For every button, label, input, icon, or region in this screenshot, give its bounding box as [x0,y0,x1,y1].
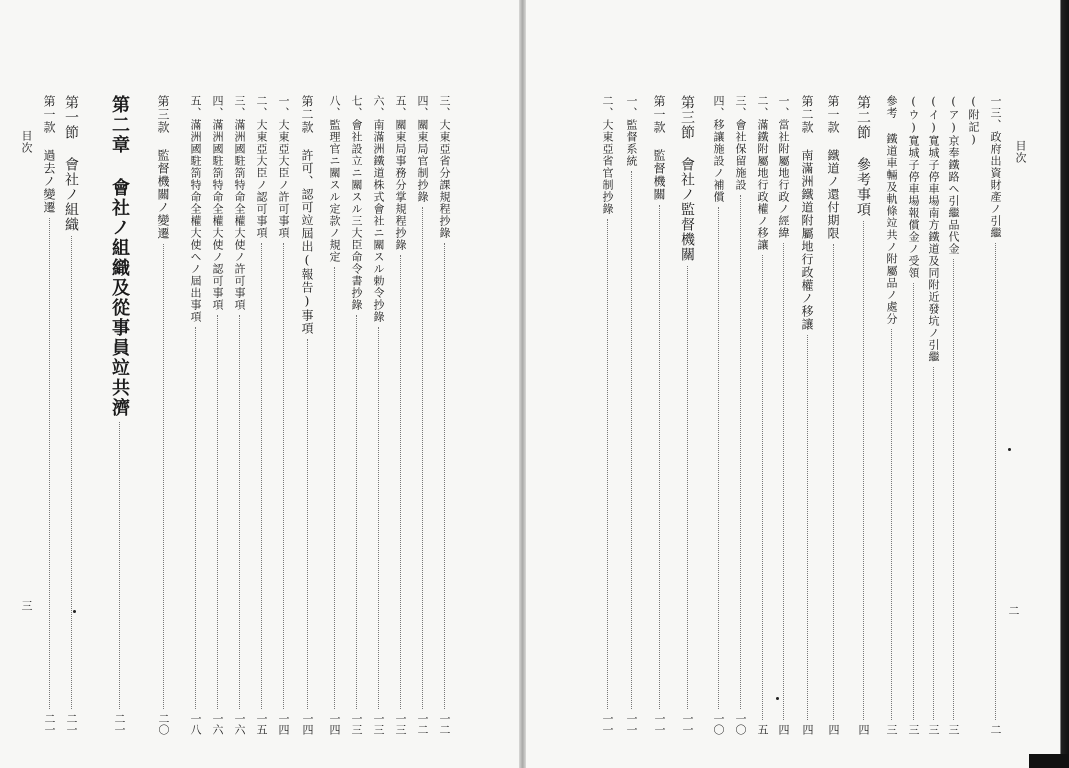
toc-entry-label: 第三節 會社ノ監督機關 [679,95,695,262]
dot-leader [49,218,50,709]
toc-entry [596,95,618,735]
dot-leader [261,243,262,709]
dot-leader [283,243,284,709]
toc-entry-label: 三、滿洲國駐箚特命全權大使ノ許可事項 [233,95,246,311]
toc-entry-label: 六、南滿洲鐵道株式會社ニ關スル勅令抄錄 [372,95,385,323]
toc-entry-page: 一四 [277,713,290,735]
dot-leader [833,244,834,720]
dot-leader [119,422,120,709]
dot-leader [762,255,763,720]
toc-entry-label: 第一節 會社ノ組織 [63,95,79,232]
page-corner-shadow [1029,754,1069,768]
toc-entry-page: 一一 [601,713,614,735]
toc-entry-label: (ウ)寬城子停車場報償金ノ受領 [907,95,920,279]
toc-entry-label: (ア)京奉鐵路ヘ引繼品代金 [947,95,960,255]
toc-entry-chapter [106,95,132,735]
toc-entry-clause [796,95,818,735]
toc-entry-label: 二、滿鐵附屬地行政權ノ移讓 [756,95,769,251]
toc-entry-page: 二 [989,724,1002,735]
toc-entry-page: 四 [777,724,790,735]
dot-leader [217,315,218,709]
toc-entry-label: 一、監督系統 [625,95,638,167]
toc-entry-page: 一三 [372,713,385,735]
toc-entry-page: 一〇 [734,713,747,735]
dot-leader [444,243,445,709]
dot-leader [740,195,741,709]
toc-entry-label: 三、會社保留施設 [734,95,747,191]
toc-entry-page: 二一 [65,713,78,735]
toc-entry-page: 一一 [625,713,638,735]
toc-entry-label: 五、滿洲國駐箚特命全權大使ヘノ屆出事項 [189,95,202,323]
toc-entry-clause [296,95,318,735]
dot-leader [356,315,357,709]
toc-entry-page: 一一 [653,713,666,735]
toc-entry [620,95,642,735]
dot-leader [687,266,688,709]
right-page-header: 目次 [1014,140,1027,164]
toc-entry-page: 一五 [255,713,268,735]
dot-leader [659,205,660,709]
toc-entry-label: 三、大東亞省分課規程抄錄 [438,95,451,239]
toc-entry [922,95,944,735]
toc-entry-page: 一四 [301,713,314,735]
toc-entry-label: (イ)寬城子停車場南方鐵道及同附近發坑ノ引繼 [927,95,940,363]
toc-entry-page: 一二 [416,713,429,735]
dot-leader [933,367,934,720]
toc-entry [433,95,455,735]
toc-entry [206,95,228,735]
toc-entry-label: 一三、政府出資財產ノ引繼 [989,95,1002,239]
toc-entry-page: 二一 [43,713,56,735]
dot-leader [953,259,954,720]
toc-entry-label: 四、關東局官制抄錄 [416,95,429,203]
toc-entry-page: 二〇 [157,713,170,735]
dot-leader [718,207,719,709]
toc-entry-label: 二、大東亞省官制抄錄 [601,95,614,215]
dot-leader [607,219,608,709]
dot-leader [807,335,808,720]
toc-entry-page: 三 [927,724,940,735]
toc-entry-page: 一一 [681,713,694,735]
toc-entry [389,95,411,735]
toc-entry-label: 第二節 參考事項 [855,95,871,217]
toc-entry [411,95,433,735]
dot-leader [783,243,784,720]
toc-entry [228,95,250,735]
dot-leader [995,243,996,720]
toc-entry [751,95,773,735]
dot-leader [239,315,240,709]
toc-entry [707,95,729,735]
dot-leader [400,255,401,709]
toc-entry [367,95,389,735]
scan-speck [73,610,76,613]
toc-entry-page: 四 [801,724,814,735]
dot-leader [422,207,423,709]
toc-entry-label: 第一款 監督機關 [652,95,666,201]
toc-entry-page: 一三 [394,713,407,735]
toc-entry-label: 第二款 南滿洲鐵道附屬地行政權ノ移讓 [800,95,814,331]
dot-leader [71,236,72,709]
toc-entry-page: 二一 [113,713,126,735]
toc-entry [729,95,751,735]
toc-entry [902,95,924,735]
toc-entry-section [852,95,874,735]
dot-leader [631,171,632,709]
toc-entry [184,95,206,735]
toc-entry-page: 三 [907,724,920,735]
toc-entry [323,95,345,735]
toc-entry-page: 一六 [211,713,224,735]
toc-entry [272,95,294,735]
toc-entry-label: 二、大東亞大臣ノ認可事項 [255,95,268,239]
toc-entry-label: 一、當社附屬地行政ノ經緯 [777,95,790,239]
toc-entry [345,95,367,735]
toc-entry-section [676,95,698,735]
toc-entry-page: 一四 [328,713,341,735]
toc-entry-label: 四、移讓施設ノ補償 [712,95,725,203]
page-edge-shadow [1047,0,1069,768]
toc-entry-label: (附記) [967,95,980,147]
toc-entry-clause [648,95,670,735]
toc-entry [250,95,272,735]
toc-entry-section [60,95,82,735]
toc-entry-page: 三 [947,724,960,735]
dot-leader [307,339,308,709]
toc-entry-page: 四 [857,724,870,735]
scan-speck [776,697,779,700]
toc-entry-clause [822,95,844,735]
toc-entry [942,95,964,735]
toc-entry-label: 七、會社設立ニ關スル三大臣命令書抄錄 [350,95,363,311]
book-gutter [519,0,526,768]
toc-entry-label: 第一款 鐵道ノ還付期限 [826,95,840,240]
dot-leader [913,283,914,720]
toc-entry-label: 第二章 會社ノ組織及從事員竝共濟 [109,95,130,418]
toc-entry-label: 五、關東局事務分掌規程抄錄 [394,95,407,251]
toc-entry [772,95,794,735]
scan-speck [1008,448,1011,451]
toc-entry-page: 一三 [350,713,363,735]
toc-entry-page: 三 [885,724,898,735]
toc-entry-page: 一二 [438,713,451,735]
toc-entry-clause [152,95,174,735]
toc-entry-label: 一、大東亞大臣ノ許可事項 [277,95,290,239]
toc-entry-note [962,95,984,215]
toc-entry-label: 參考 鐵道車輛及軌條竝共ノ附屬品ノ處分 [885,95,898,325]
toc-entry-page: 四 [827,724,840,735]
toc-entry [880,95,902,735]
dot-leader [378,327,379,709]
toc-entry-label: 第三款 監督機關ノ變遷 [156,95,170,240]
toc-entry-page: 五 [756,724,769,735]
toc-entry-label: 第二款 許可、認可竝屆出(報告)事項 [300,95,314,335]
dot-leader [195,327,196,709]
dot-leader [891,329,892,720]
dot-leader [334,267,335,709]
right-page-folio: 二 [1007,605,1020,617]
toc-entry-label: 第一款 過去ノ變遷 [42,95,56,214]
toc-entry-label: 四、滿洲國駐箚特命全權大使ノ認可事項 [211,95,224,311]
dot-leader [863,221,864,720]
toc-entry [984,95,1006,735]
left-page-folio: 三 [20,600,33,612]
toc-entry-label: 八、監理官ニ關スル定款ノ規定 [328,95,341,263]
toc-entry-page: 一六 [233,713,246,735]
toc-entry-page: 一八 [189,713,202,735]
left-page-header: 目次 [20,130,33,154]
toc-entry-clause [38,95,60,735]
toc-entry-page: 一〇 [712,713,725,735]
dot-leader [163,244,164,709]
